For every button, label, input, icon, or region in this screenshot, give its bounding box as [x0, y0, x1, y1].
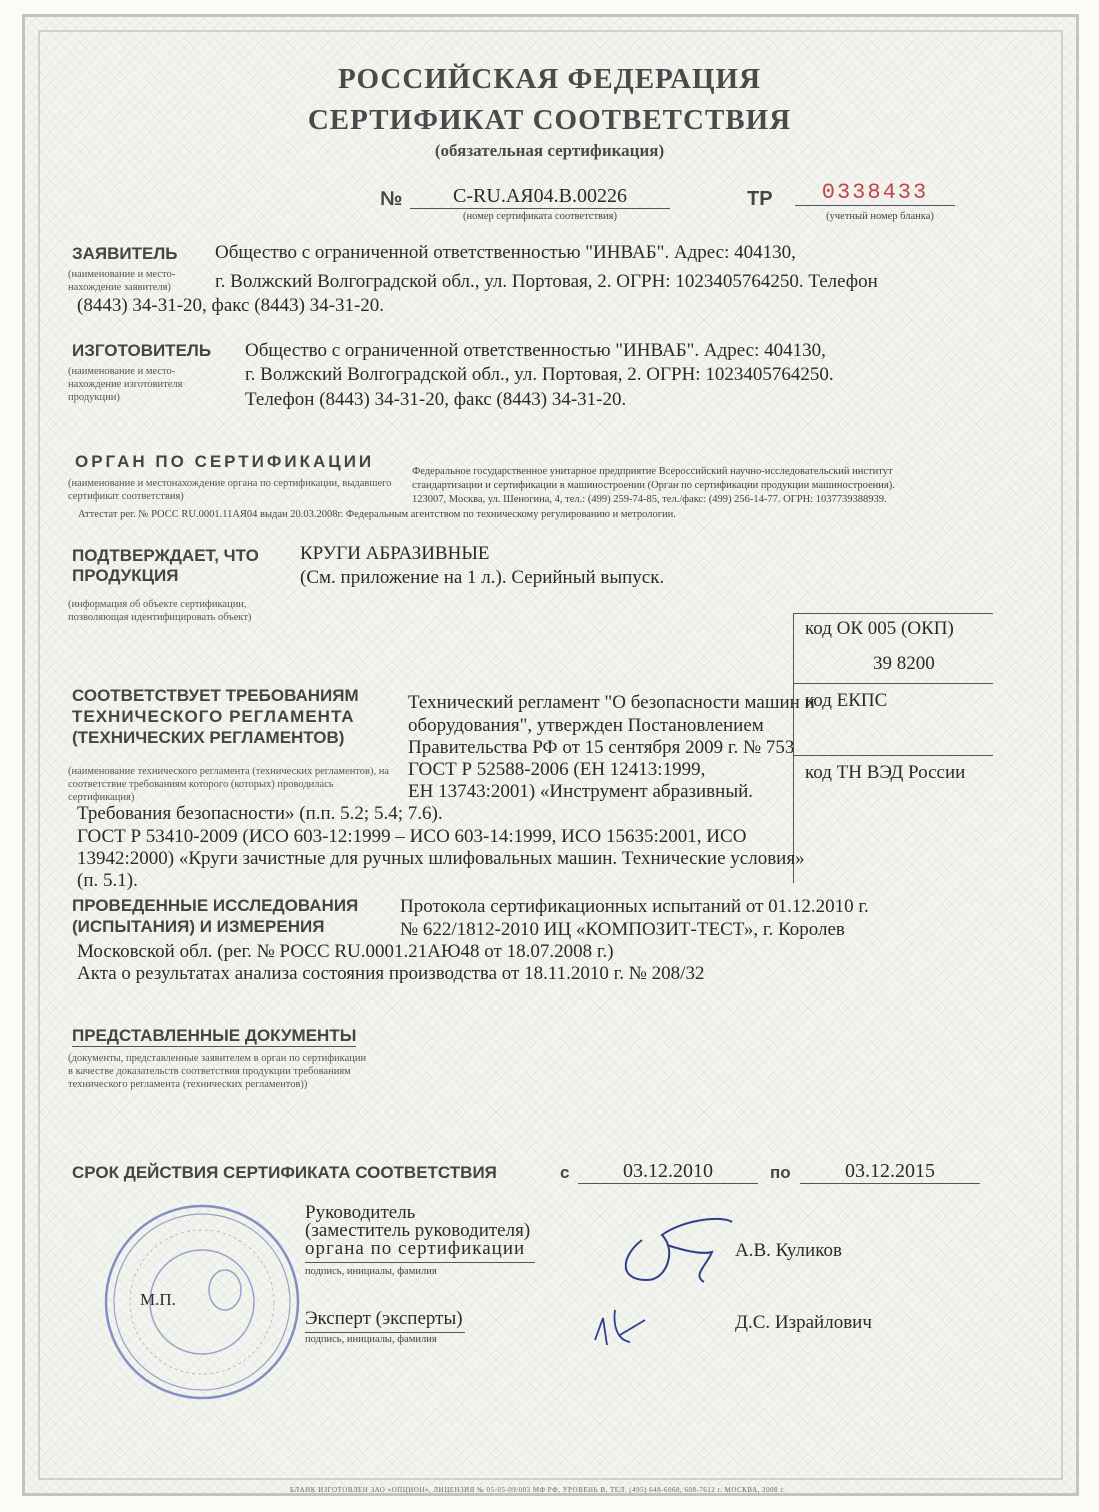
ekps-code-label: код ЕКПС [805, 690, 888, 711]
manufacturer-note: (наименование и место-нахождение изготовителя продукции) [68, 366, 183, 403]
validity-from-date: 03.12.2010 [578, 1160, 758, 1184]
applicant-line: (8443) 34-31-20, факс (8443) 34-31-20. [77, 295, 385, 316]
compliance-text: ГОСТ Р 53410-2009 (ИСО 603-12:1999 – ИСО 603-14:1999, ИСО 15635:2001, ИСО [77, 826, 747, 847]
manufacturer-line: Общество с ограниченной ответственностью "ИНВАБ". Адрес: 404130, [245, 340, 826, 361]
head-title: (заместитель руководителя) [305, 1220, 531, 1241]
documents-label: ПРЕДСТАВЛЕННЫЕ ДОКУМЕНТЫ [72, 1026, 357, 1045]
head-name: А.В. Куликов [735, 1240, 842, 1261]
signature-caption: подпись, инициалы, фамилия [305, 1334, 437, 1345]
certificate-number: C-RU.АЯ04.В.00226 [410, 185, 670, 209]
okp-code-value: 39 8200 [873, 653, 935, 674]
certificate-number-caption: (номер сертификата соответствия) [463, 211, 617, 222]
codes-top-rule [793, 613, 993, 614]
blank-number: 0338433 [795, 180, 955, 206]
codes-rule [793, 683, 993, 684]
applicant-line: г. Волжский Волгоградской обл., ул. Портовая, 2. ОГРН: 1023405764250. Телефон [215, 271, 878, 292]
compliance-text: 13942:2000) «Круги зачистные для ручных шлифовальных машин. Технические условия» [77, 848, 805, 869]
manufacturer-line: г. Волжский Волгоградской обл., ул. Портовая, 2. ОГРН: 1023405764250. [245, 364, 834, 385]
compliance-text: Требования безопасности» (п.п. 5.2; 5.4; 7.6). [77, 803, 443, 824]
compliance-label: (ТЕХНИЧЕСКИХ РЕГЛАМЕНТОВ) [72, 728, 345, 747]
head-title: органа по сертификации [305, 1236, 535, 1263]
manufacturer-label: ИЗГОТОВИТЕЛЬ [72, 341, 212, 360]
validity-to-date: 03.12.2015 [800, 1160, 980, 1184]
applicant-line: Общество с ограниченной ответственностью "ИНВАБ". Адрес: 404130, [215, 242, 796, 263]
country-heading: РОССИЙСКАЯ ФЕДЕРАЦИЯ [337, 63, 762, 95]
certificate-title: СЕРТИФИКАТ СООТВЕТСТВИЯ [307, 104, 792, 136]
certificate-subtitle: (обязательная сертификация) [434, 141, 665, 160]
compliance-label: СООТВЕТСТВУЕТ ТРЕБОВАНИЯМ [72, 686, 359, 705]
expert-name: Д.С. Израйлович [735, 1312, 872, 1333]
seal-stamp [100, 1200, 305, 1405]
tnved-code-label: код ТН ВЭД России [805, 762, 966, 783]
cert-body-note: (наименование и местонахождение органа по сертификации, выдавшего сертификат соответствия) [68, 478, 392, 502]
tp-label: ТР [747, 188, 773, 210]
tests-text: № 622/1812-2010 ИЦ «КОМПОЗИТ-ТЕСТ», г. Королев [400, 919, 845, 940]
compliance-note: (наименование технического регламента (технических регламентов), на соответствие требованиям которого (которых) проводилась сертификация) [68, 766, 390, 803]
signature-caption: подпись, инициалы, фамилия [305, 1266, 437, 1277]
compliance-text: Правительства РФ от 15 сентября 2009 г. № 753 [408, 737, 795, 758]
expert-title: Эксперт (эксперты) [305, 1306, 465, 1333]
compliance-text: оборудования", утвержден Постановлением [408, 715, 764, 736]
head-title: Руководитель [305, 1202, 416, 1223]
expert-signature [585, 1300, 655, 1360]
cert-body-line: 123007, Москва, ул. Шеногина, 4, тел.: (499) 259-74-85, тел./факс: (499) 256-14-77. ОГРН: 1037739388939. [412, 494, 887, 505]
compliance-text: ЕН 13743:2001) «Инструмент абразивный. [408, 781, 753, 802]
head-signature [612, 1210, 742, 1300]
compliance-text: ГОСТ Р 52588-2006 (ЕН 12413:1999, [408, 759, 706, 780]
cert-body-line: Федеральное государственное унитарное предприятие Всероссийский научно-исследовательский институт [412, 466, 893, 477]
tests-text: Московской обл. (рег. № РОСС RU.0001.21АЮ48 от 18.07.2008 г.) [77, 941, 614, 962]
compliance-text: (п. 5.1). [77, 870, 138, 891]
validity-from-word: с [560, 1163, 570, 1182]
product-label: ПРОДУКЦИЯ [72, 566, 179, 585]
applicant-note: (наименование и место-нахождение заявителя) [68, 269, 176, 293]
tests-label: ПРОВЕДЕННЫЕ ИССЛЕДОВАНИЯ [72, 896, 359, 915]
compliance-text: Технический регламент "О безопасности машин и [408, 692, 815, 713]
number-sign: № [380, 188, 403, 210]
applicant-label: ЗАЯВИТЕЛЬ [72, 244, 178, 263]
codes-rule [793, 755, 993, 756]
blank-imprint: БЛАНК ИЗГОТОВЛЕН ЗАО «ОПЦИОН», ЛИЦЕНЗИЯ № 05-05-09/003 МФ РФ, УРОВЕНЬ В, ТЕЛ. (495) 648-6068, 608-7612 г. МОСКВА, 2008 г. [290, 1486, 786, 1494]
tests-text: Акта о результатах анализа состояния производства от 18.11.2010 г. № 208/32 [77, 963, 705, 984]
manufacturer-line: Телефон (8443) 34-31-20, факс (8443) 34-31-20. [245, 389, 627, 410]
compliance-label: ТЕХНИЧЕСКОГО РЕГЛАМЕНТА [72, 707, 355, 726]
cert-body-label: ОРГАН ПО СЕРТИФИКАЦИИ [75, 452, 375, 471]
tests-label: (ИСПЫТАНИЯ) И ИЗМЕРЕНИЯ [72, 917, 325, 936]
product-details: (См. приложение на 1 л.). Серийный выпуск. [300, 567, 665, 588]
blank-number-caption: (учетный номер бланка) [826, 211, 934, 222]
cert-body-line: стандартизации и сертификации в машиностроении (Орган по сертификации продукции машиностроения). [412, 480, 895, 491]
product-note: (информация об объекте сертификации, позволяющая идентифицировать объект) [68, 599, 252, 623]
documents-note: (документы, представленные заявителем в орган по сертификации в качестве доказательств соответствия продукции требованиям технического регламента (технических регламентов)) [68, 1053, 367, 1090]
validity-to-word: по [770, 1163, 791, 1182]
tests-text: Протокола сертификационных испытаний от 01.12.2010 г. [400, 896, 869, 917]
product-name: КРУГИ АБРАЗИВНЫЕ [300, 543, 490, 564]
okp-code-label: код ОК 005 (ОКП) [805, 618, 954, 639]
validity-label: СРОК ДЕЙСТВИЯ СЕРТИФИКАТА СООТВЕТСТВИЯ [72, 1163, 497, 1182]
cert-body-attestation: Аттестат рег. № РОСС RU.0001.11АЯ04 выдан 20.03.2008г. Федеральным агентством по техническому регулированию и метрологии. [78, 509, 676, 520]
stamp-place-label: М.П. [140, 1290, 176, 1309]
product-label: ПОДТВЕРЖДАЕТ, ЧТО [72, 546, 259, 565]
